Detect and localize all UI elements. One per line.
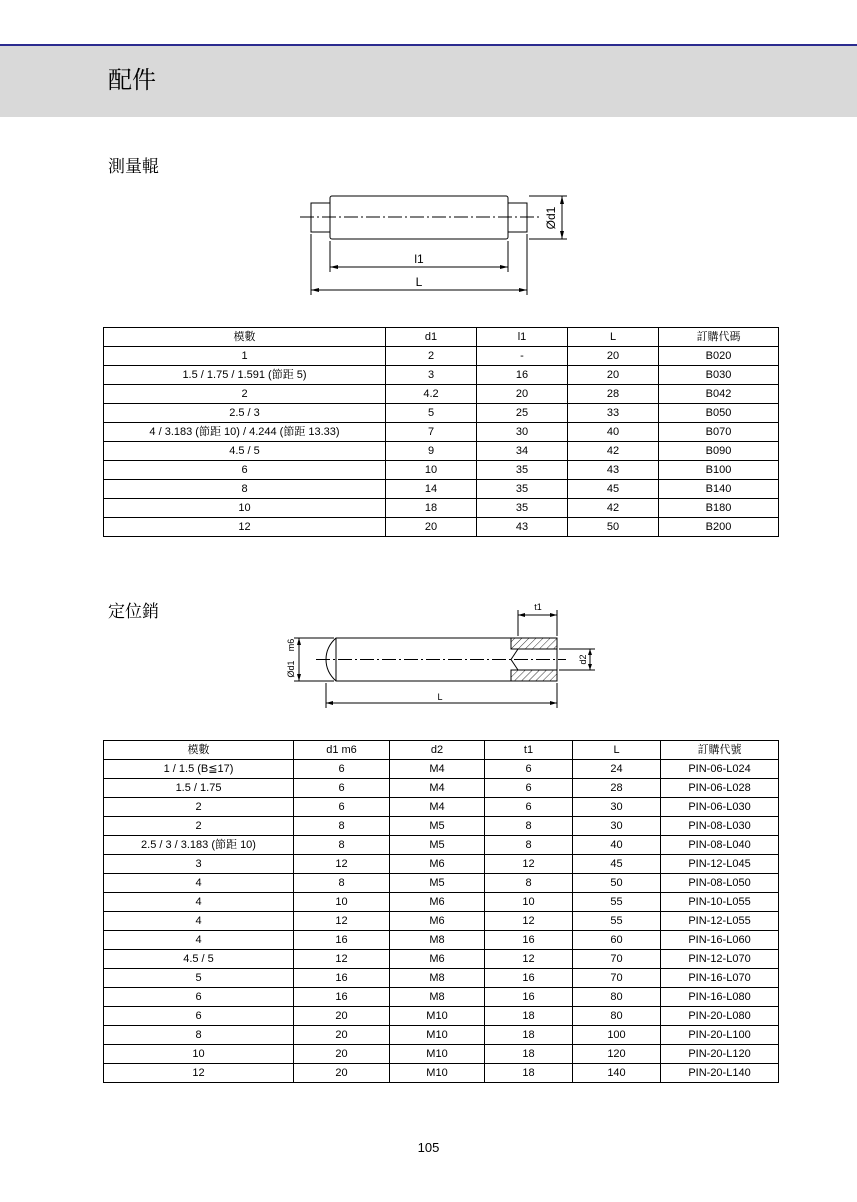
table-cell: B100 (659, 461, 779, 480)
table-cell: 10 (104, 1045, 294, 1064)
table-cell: 20 (294, 1026, 390, 1045)
table-cell: PIN-20-L120 (661, 1045, 779, 1064)
table-cell: 12 (104, 518, 386, 537)
table-cell: 4.5 / 5 (104, 950, 294, 969)
header-cell: t1 (485, 741, 573, 760)
table-cell: PIN-06-L024 (661, 760, 779, 779)
table-cell: 8 (485, 817, 573, 836)
table-header-row (104, 741, 779, 760)
table-cell: M6 (390, 893, 485, 912)
table-cell: 35 (477, 461, 568, 480)
header-cell: L (573, 741, 661, 760)
pin-d2-label: d2 (578, 654, 588, 665)
table-row (104, 950, 779, 969)
table-cell: 40 (573, 836, 661, 855)
table-cell: 7 (386, 423, 477, 442)
table-cell: 10 (104, 499, 386, 518)
table-row (104, 893, 779, 912)
table-cell: 2 (104, 798, 294, 817)
header-cell: 模數 (104, 328, 386, 347)
table-cell: 2 (104, 817, 294, 836)
table-cell: 8 (294, 836, 390, 855)
table-cell: 24 (573, 760, 661, 779)
table-cell: 16 (294, 931, 390, 950)
table-row (104, 1064, 779, 1083)
table-cell: 16 (485, 931, 573, 950)
table-cell: 10 (294, 893, 390, 912)
table-cell: PIN-12-L070 (661, 950, 779, 969)
table-row (104, 855, 779, 874)
table-row (104, 798, 779, 817)
table-cell: B090 (659, 442, 779, 461)
table-cell: PIN-20-L100 (661, 1026, 779, 1045)
table-cell: 28 (573, 779, 661, 798)
table-cell: 1.5 / 1.75 / 1.591 (節距 5) (104, 366, 386, 385)
table-cell: 6 (294, 798, 390, 817)
table-cell: M4 (390, 779, 485, 798)
table-cell: 16 (485, 988, 573, 1007)
table-row (104, 1007, 779, 1026)
table-cell: 1 (104, 347, 386, 366)
page-number: 105 (417, 1140, 440, 1155)
table-cell: 16 (294, 969, 390, 988)
table-cell: 8 (485, 874, 573, 893)
table-cell: M6 (390, 950, 485, 969)
header-cell: 訂購代號 (661, 741, 779, 760)
table-cell: M4 (390, 760, 485, 779)
table-cell: PIN-06-L028 (661, 779, 779, 798)
table-cell: 50 (568, 518, 659, 537)
table-cell: 6 (104, 1007, 294, 1026)
header-cell: L (568, 328, 659, 347)
header-cell: d1 (386, 328, 477, 347)
header-cell: 訂購代碼 (659, 328, 779, 347)
table-cell: 45 (573, 855, 661, 874)
table-cell: B140 (659, 480, 779, 499)
table-cell: M6 (390, 855, 485, 874)
table-row (104, 760, 779, 779)
table-cell: M5 (390, 874, 485, 893)
table-cell: 3 (104, 855, 294, 874)
table-cell: M8 (390, 969, 485, 988)
table-cell: M5 (390, 836, 485, 855)
table-cell: 12 (294, 912, 390, 931)
table-cell: PIN-20-L080 (661, 1007, 779, 1026)
table-cell: 2 (104, 385, 386, 404)
table-cell: 18 (485, 1045, 573, 1064)
table-cell: 20 (294, 1045, 390, 1064)
table-cell: PIN-12-L045 (661, 855, 779, 874)
table-cell: 20 (568, 347, 659, 366)
table-cell: PIN-16-L060 (661, 931, 779, 950)
table-cell: PIN-16-L080 (661, 988, 779, 1007)
table-cell: 30 (477, 423, 568, 442)
page-title: 配件 (108, 66, 156, 94)
table-cell: B070 (659, 423, 779, 442)
table-cell: 12 (485, 950, 573, 969)
table-cell: 18 (386, 499, 477, 518)
table-cell: 16 (294, 988, 390, 1007)
pin-m6-label: m6 (286, 638, 296, 652)
pin-section-title: 定位銷 (108, 602, 159, 622)
table-cell: 8 (294, 874, 390, 893)
table-cell: 16 (485, 969, 573, 988)
table-cell: M5 (390, 817, 485, 836)
table-cell: 4 (104, 931, 294, 950)
table-cell: 2.5 / 3 / 3.183 (節距 10) (104, 836, 294, 855)
table-cell: 30 (573, 817, 661, 836)
table-row (104, 874, 779, 893)
table-cell: M10 (390, 1007, 485, 1026)
table-cell: 20 (568, 366, 659, 385)
table-cell: 8 (104, 480, 386, 499)
table-cell: PIN-08-L040 (661, 836, 779, 855)
table-cell: PIN-08-L050 (661, 874, 779, 893)
table-row (104, 969, 779, 988)
header-cell: l1 (477, 328, 568, 347)
table-cell: 80 (573, 1007, 661, 1026)
pin-table (103, 740, 779, 1083)
table-cell: 30 (573, 798, 661, 817)
table-cell: 4 (104, 893, 294, 912)
table-cell: 55 (573, 912, 661, 931)
table-cell: 20 (294, 1064, 390, 1083)
table-cell: B200 (659, 518, 779, 537)
table-row (104, 1026, 779, 1045)
table-cell: 140 (573, 1064, 661, 1083)
table-cell: 50 (573, 874, 661, 893)
roller-section-title: 測量輥 (108, 157, 159, 177)
table-cell: 18 (485, 1064, 573, 1083)
table-cell: 80 (573, 988, 661, 1007)
table-cell: 60 (573, 931, 661, 950)
header-cell: d1 m6 (294, 741, 390, 760)
header-cell: 模數 (104, 741, 294, 760)
roller-l1-label: l1 (414, 252, 424, 266)
table-cell: 10 (386, 461, 477, 480)
table-cell: B030 (659, 366, 779, 385)
table-cell: 4 / 3.183 (節距 10) / 4.244 (節距 13.33) (104, 423, 386, 442)
header-cell: d2 (390, 741, 485, 760)
table-row (104, 836, 779, 855)
table-cell: 18 (485, 1007, 573, 1026)
table-cell: 45 (568, 480, 659, 499)
table-cell: 28 (568, 385, 659, 404)
table-cell: 12 (294, 855, 390, 874)
table-cell: 8 (485, 836, 573, 855)
table-cell: 3 (386, 366, 477, 385)
table-cell: 43 (477, 518, 568, 537)
table-cell: 40 (568, 423, 659, 442)
table-cell: 14 (386, 480, 477, 499)
table-cell: 55 (573, 893, 661, 912)
table-cell: 33 (568, 404, 659, 423)
table-cell: 12 (485, 912, 573, 931)
table-cell: 9 (386, 442, 477, 461)
table-cell: 18 (485, 1026, 573, 1045)
table-cell: 4 (104, 874, 294, 893)
table-cell: 120 (573, 1045, 661, 1064)
table-cell: 6 (104, 461, 386, 480)
table-cell: M10 (390, 1045, 485, 1064)
table-row (104, 931, 779, 950)
table-cell: 6 (485, 779, 573, 798)
table-cell: 2 (386, 347, 477, 366)
table-cell: B042 (659, 385, 779, 404)
table-row (104, 988, 779, 1007)
table-cell: 1 / 1.5 (B≦17) (104, 760, 294, 779)
table-cell: PIN-16-L070 (661, 969, 779, 988)
table-cell: 70 (573, 950, 661, 969)
table-cell: 42 (568, 442, 659, 461)
table-row (104, 1045, 779, 1064)
table-cell: PIN-06-L030 (661, 798, 779, 817)
table-cell: M4 (390, 798, 485, 817)
table-cell: 42 (568, 499, 659, 518)
table-cell: 6 (294, 779, 390, 798)
table-cell: 6 (485, 798, 573, 817)
table-row (104, 912, 779, 931)
table-cell: 12 (294, 950, 390, 969)
table-cell: 35 (477, 499, 568, 518)
table-cell: M8 (390, 931, 485, 950)
roller-d1-label: Ød1 (544, 206, 558, 230)
table-cell: 1.5 / 1.75 (104, 779, 294, 798)
table-cell: PIN-12-L055 (661, 912, 779, 931)
table-cell: 10 (485, 893, 573, 912)
table-cell: 6 (294, 760, 390, 779)
table-cell: 4.2 (386, 385, 477, 404)
pin-t1-label: t1 (534, 602, 542, 612)
table-cell: 2.5 / 3 (104, 404, 386, 423)
pin-table-body (104, 760, 779, 1083)
table-cell: M10 (390, 1026, 485, 1045)
table-cell: PIN-20-L140 (661, 1064, 779, 1083)
table-cell: 20 (386, 518, 477, 537)
roller-L-label: L (415, 275, 423, 289)
table-cell: 8 (104, 1026, 294, 1045)
pin-d1-label: Ød1 (286, 660, 296, 678)
table-cell: 12 (104, 1064, 294, 1083)
table-cell: 4 (104, 912, 294, 931)
table-row (104, 779, 779, 798)
table-cell: 5 (386, 404, 477, 423)
table-cell: 5 (104, 969, 294, 988)
table-cell: 16 (477, 366, 568, 385)
table-cell: 70 (573, 969, 661, 988)
table-cell: 43 (568, 461, 659, 480)
table-cell: 6 (104, 988, 294, 1007)
table-cell: M10 (390, 1064, 485, 1083)
table-cell: B020 (659, 347, 779, 366)
table-cell: 100 (573, 1026, 661, 1045)
table-cell: PIN-10-L055 (661, 893, 779, 912)
table-cell: - (477, 347, 568, 366)
table-cell: 4.5 / 5 (104, 442, 386, 461)
table-cell: 20 (477, 385, 568, 404)
table-cell: M6 (390, 912, 485, 931)
table-cell: 25 (477, 404, 568, 423)
table-cell: 8 (294, 817, 390, 836)
table-row (104, 817, 779, 836)
table-cell: 20 (294, 1007, 390, 1026)
table-cell: 35 (477, 480, 568, 499)
pin-L-label: L (437, 692, 443, 702)
table-cell: M8 (390, 988, 485, 1007)
table-cell: 12 (485, 855, 573, 874)
table-cell: B050 (659, 404, 779, 423)
table-cell: PIN-08-L030 (661, 817, 779, 836)
table-cell: 34 (477, 442, 568, 461)
table-cell: 6 (485, 760, 573, 779)
table-cell: B180 (659, 499, 779, 518)
